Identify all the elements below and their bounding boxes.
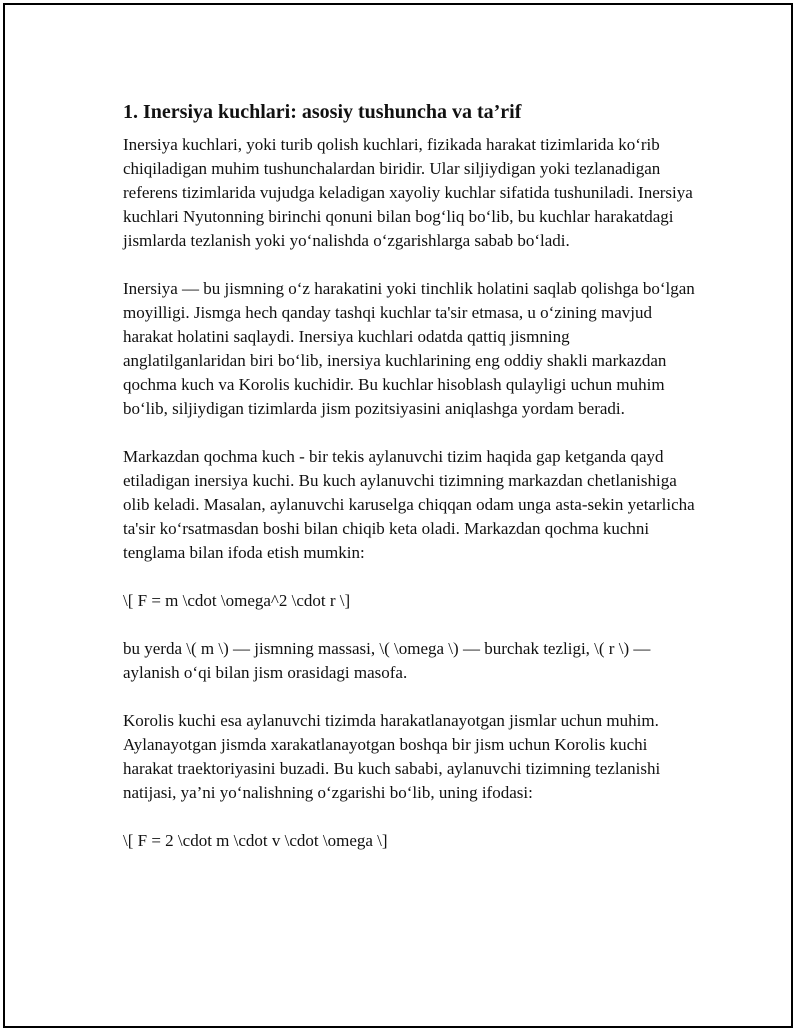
formula-coriolis: \[ F = 2 \cdot m \cdot v \cdot \omega \] bbox=[123, 831, 388, 850]
paragraph-centrifugal-force: Markazdan qochma kuch - bir tekis aylanuvchi tizim haqida gap ketganda qayd etiladigan inersiya kuchi. Bu kuch aylanuvchi tizimning markazdan chetlanishiga olib keladi. Masalan, aylanuvchi karuselga chiqqan odam unga asta-sekin yetarlicha ta'sir ko‘rsatmasdan boshi bilan chiqib keta oladi. Markazdan qochma kuchni tenglama bilan ifoda etish mumkin: bbox=[123, 447, 695, 562]
page-frame bbox=[3, 3, 793, 1028]
formula-centrifugal: \[ F = m \cdot \omega^2 \cdot r \] bbox=[123, 591, 351, 610]
section-heading: 1. Inersiya kuchlari: asosiy tushuncha va ta’rif bbox=[123, 101, 522, 123]
paragraph-coriolis-force: Korolis kuchi esa aylanuvchi tizimda harakatlanayotgan jismlar uchun muhim. Aylanayotgan jismda xarakatlanayotgan boshqa bir jism uchun Korolis kuchi harakat traektoriyasini buzadi. Bu kuch sababi, aylanuvchi tizimning tezlanishi natijasi, ya’ni yo‘nalishning o‘zgarishi bo‘lib, uning ifodasi: bbox=[123, 711, 661, 802]
paragraph-intro: Inersiya kuchlari, yoki turib qolish kuchlari, fizikada harakat tizimlarida ko‘rib chiqiladigan muhim tushunchalardan biridir. Ular siljiydigan yoki tezlanadigan referens tizimlarida vujudga keladigan xayoliy kuchlar sifatida tushuniladi. Inersiya kuchlari Nyutonning birinchi qonuni bilan bog‘liq bo‘lib, bu kuchlar harakatdagi jismlarda tezlanish yoki yo‘nalishda o‘zgarishlarga sabab bo‘ladi. bbox=[123, 135, 693, 250]
paragraph-inertia-definition: Inersiya — bu jismning o‘z harakatini yoki tinchlik holatini saqlab qolishga bo‘lgan moyilligi. Jismga hech qanday tashqi kuchlar ta'sir etmasa, u o‘zining mavjud harakat holatini saqlaydi. Inersiya kuchlari odatda qattiq jismning anglatilganlaridan biri bo‘lib, inersiya kuchlarining eng oddiy shakli markazdan qochma kuch va Korolis kuchidir. Bu kuchlar hisoblash qulayligi uchun muhim bo‘lib, siljiydigan tizimlarda jism pozitsiyasini aniqlashga yordam beradi. bbox=[123, 279, 695, 418]
document-body bbox=[123, 99, 695, 877]
paragraph-formula-explanation: bu yerda \( m \) — jismning massasi, \( \omega \) — burchak tezligi, \( r \) — aylanish o‘qi bilan jism orasidagi masofa. bbox=[123, 639, 651, 682]
